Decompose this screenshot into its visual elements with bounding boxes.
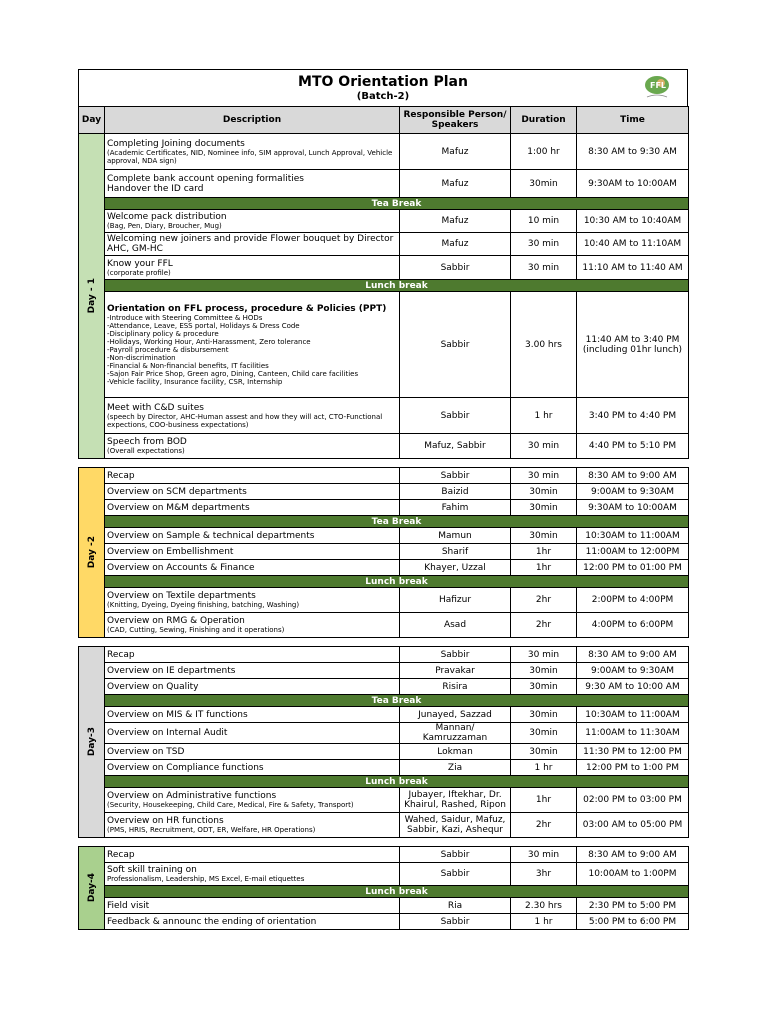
- description-cell: [105, 170, 400, 198]
- description-cell: [105, 647, 400, 663]
- table-row: [79, 898, 689, 914]
- duration-cell: 30 min: [511, 256, 577, 280]
- break-row: [79, 516, 689, 528]
- table-row: [79, 744, 689, 760]
- duration-cell: 1 hr: [511, 398, 577, 434]
- responsible-cell: Junayed, Sazzad: [400, 707, 511, 723]
- time-value: 10:30AM to 11:00AM: [585, 530, 680, 541]
- time-cell: [577, 398, 689, 434]
- description-title: Welcoming new joiners and provide Flower bouquet by Director AHC, GM-HC: [107, 234, 394, 254]
- responsible-cell: Mafuz, Sabbir: [400, 434, 511, 459]
- description-cell: [105, 398, 400, 434]
- description-cell: [105, 707, 400, 723]
- description-detail: (Security, Housekeeping, Child Care, Medical, Fire & Safety, Transport): [107, 801, 354, 809]
- table-row: [79, 292, 689, 398]
- description-title: Overview on Compliance functions: [107, 762, 264, 773]
- description-cell: [105, 813, 400, 838]
- responsible-cell: Asad: [400, 613, 511, 638]
- duration-cell: 2hr: [511, 588, 577, 613]
- description-title: Overview on Embellishment: [107, 546, 234, 557]
- description-detail-line: -Payroll procedure & disbursement: [107, 345, 229, 354]
- responsible-cell: Sabbir: [400, 647, 511, 663]
- break-row: [79, 576, 689, 588]
- description-detail-line: -Disciplinary policy & procedure: [107, 329, 219, 338]
- description-cell: [105, 544, 400, 560]
- responsible-cell: Sabbir: [400, 256, 511, 280]
- description-title: Overview on IE departments: [107, 665, 236, 676]
- table-row: [79, 170, 689, 198]
- break-row: [79, 280, 689, 292]
- section-gap: [79, 838, 689, 847]
- description-title: Meet with C&D suites: [107, 402, 204, 413]
- description-detail: (Academic Certificates, NID, Nominee info, SIM approval, Lunch Approval, Vehicle approval, NDA sign): [107, 148, 393, 165]
- description-detail-line: -Attendance, Leave, ESS portal, Holidays & Dress Code: [107, 321, 300, 330]
- description-detail-line: -Sajon Fair Price Shop, Green agro, Dining, Canteen, Child care facilities: [107, 369, 359, 378]
- break-row: [79, 198, 689, 210]
- description-cell: [105, 468, 400, 484]
- time-cell: [577, 468, 689, 484]
- responsible-cell: Pravakar: [400, 663, 511, 679]
- responsible-cell: Baizid: [400, 484, 511, 500]
- description-cell: [105, 292, 400, 398]
- description-cell: [105, 134, 400, 170]
- duration-cell: 30min: [511, 500, 577, 516]
- document-title: MTO Orientation Plan: [298, 74, 468, 90]
- description-detail-line: -Non-discrimination: [107, 353, 176, 362]
- day-label: Day - 1: [86, 278, 97, 314]
- description-title: Overview on Quality: [107, 681, 199, 692]
- duration-cell: 30min: [511, 663, 577, 679]
- description-cell: [105, 500, 400, 516]
- description-title: Overview on Internal Audit: [107, 728, 228, 738]
- description-cell: [105, 434, 400, 459]
- header-time: Time: [577, 107, 689, 134]
- time-cell: [577, 500, 689, 516]
- responsible-cell: Jubayer, Iftekhar, Dr. Khairul, Rashed, Ripon: [400, 788, 511, 813]
- description-title: Recap: [107, 649, 135, 660]
- time-value: 10:40 AM to 11:10AM: [583, 239, 682, 249]
- responsible-cell: Sabbir: [400, 847, 511, 863]
- time-cell: [577, 723, 689, 744]
- day-label-cell: [79, 847, 105, 930]
- time-value: 4:40 PM to 5:10 PM: [588, 441, 677, 451]
- description-cell: [105, 760, 400, 776]
- time-cell: [577, 210, 689, 233]
- document-subtitle: (Batch-2): [356, 91, 410, 102]
- table-row: [79, 760, 689, 776]
- description-cell: [105, 484, 400, 500]
- description-title: Feedback & announc the ending of orientation: [107, 916, 317, 927]
- time-value: 9:30AM to 10:00AM: [588, 178, 677, 189]
- description-title: Overview on HR functions: [107, 816, 224, 826]
- break-label: Lunch break: [105, 886, 689, 898]
- duration-cell: 1hr: [511, 788, 577, 813]
- time-cell: [577, 898, 689, 914]
- schedule-table: [78, 106, 689, 930]
- responsible-cell: Lokman: [400, 744, 511, 760]
- description-title: Complete bank account opening formalities: [107, 173, 304, 184]
- time-cell: [577, 679, 689, 695]
- break-label: Tea Break: [105, 516, 689, 528]
- description-cell: [105, 663, 400, 679]
- responsible-cell: Mafuz: [400, 210, 511, 233]
- time-cell: [577, 813, 689, 838]
- time-value: 9:30 AM to 10:00 AM: [585, 681, 680, 692]
- duration-cell: 1hr: [511, 560, 577, 576]
- description-cell: [105, 898, 400, 914]
- time-value: 3:40 PM to 4:40 PM: [588, 410, 677, 421]
- table-row: [79, 647, 689, 663]
- description-title: Know your FFL: [107, 258, 173, 269]
- time-cell: [577, 788, 689, 813]
- responsible-cell: Sabbir: [400, 398, 511, 434]
- time-value: 11:00AM to 11:30AM: [585, 728, 680, 738]
- table-row: [79, 434, 689, 459]
- time-cell: [577, 484, 689, 500]
- table-row: [79, 468, 689, 484]
- duration-cell: 30 min: [511, 434, 577, 459]
- responsible-cell: Mannan/ Kamruzzaman: [400, 723, 511, 744]
- description-detail: (CAD, Cutting, Sewing, Finishing and it operations): [107, 626, 285, 634]
- description-title: Overview on RMG & Operation: [107, 616, 245, 626]
- time-value: 10:00AM to 1:00PM: [588, 869, 677, 879]
- description-cell: [105, 560, 400, 576]
- table-row: [79, 707, 689, 723]
- description-title: Orientation on FFL process, procedure & Policies (PPT): [107, 303, 387, 314]
- time-cell: [577, 170, 689, 198]
- day-label: Day-3: [86, 727, 97, 757]
- section-gap: [79, 638, 689, 647]
- table-row: [79, 544, 689, 560]
- time-value: 2:00PM to 4:00PM: [591, 595, 674, 605]
- day-label-cell: [79, 647, 105, 838]
- time-value: 02:00 PM to 03:00 PM: [583, 795, 682, 805]
- duration-cell: 1:00 hr: [511, 134, 577, 170]
- responsible-cell: Hafizur: [400, 588, 511, 613]
- description-title: Overview on SCM departments: [107, 486, 247, 497]
- table-row: [79, 210, 689, 233]
- duration-cell: 2.30 hrs: [511, 898, 577, 914]
- table-row: [79, 560, 689, 576]
- time-cell: [577, 744, 689, 760]
- time-cell: [577, 613, 689, 638]
- header-duration: Duration: [511, 107, 577, 134]
- responsible-cell: Zia: [400, 760, 511, 776]
- responsible-cell: Sabbir: [400, 863, 511, 886]
- responsible-cell: Mafuz: [400, 233, 511, 256]
- break-label: Lunch break: [105, 280, 689, 292]
- duration-cell: 1 hr: [511, 914, 577, 930]
- day-label-cell: [79, 134, 105, 459]
- table-row: [79, 134, 689, 170]
- description-title: Overview on M&M departments: [107, 502, 250, 513]
- description-detail: (Overall expectations): [107, 447, 185, 455]
- description-title: Overview on Administrative functions: [107, 791, 277, 801]
- break-label: Tea Break: [105, 198, 689, 210]
- time-cell: [577, 914, 689, 930]
- description-title: Speech from BOD: [107, 437, 187, 447]
- duration-cell: 2hr: [511, 613, 577, 638]
- time-cell: [577, 256, 689, 280]
- duration-cell: 30min: [511, 170, 577, 198]
- time-cell: [577, 760, 689, 776]
- break-label: Lunch break: [105, 576, 689, 588]
- break-label: Tea Break: [105, 695, 689, 707]
- time-cell: [577, 544, 689, 560]
- table-row: [79, 528, 689, 544]
- description-detail: (speech by Director, AHC-Human assest and how they will act, CTO-Functional expections, COO-business expectations): [107, 412, 383, 429]
- time-cell: [577, 863, 689, 886]
- time-value: 10:30 AM to 10:40AM: [583, 216, 682, 226]
- description-cell: [105, 914, 400, 930]
- time-value: 2:30 PM to 5:00 PM: [588, 900, 677, 911]
- responsible-cell: Ria: [400, 898, 511, 914]
- duration-cell: 3.00 hrs: [511, 292, 577, 398]
- time-value: 11:00AM to 12:00PM: [585, 546, 680, 557]
- header-description: Description: [105, 107, 400, 134]
- break-row: [79, 776, 689, 788]
- responsible-cell: Sabbir: [400, 468, 511, 484]
- description-title: Recap: [107, 470, 135, 481]
- duration-cell: 30min: [511, 744, 577, 760]
- description-cell: [105, 679, 400, 695]
- time-cell: [577, 707, 689, 723]
- header-day: Day: [79, 107, 105, 134]
- duration-cell: 1hr: [511, 544, 577, 560]
- duration-cell: 30min: [511, 707, 577, 723]
- description-cell: [105, 863, 400, 886]
- duration-cell: 2hr: [511, 813, 577, 838]
- duration-cell: 1 hr: [511, 760, 577, 776]
- duration-cell: 30min: [511, 484, 577, 500]
- responsible-cell: Sabbir: [400, 292, 511, 398]
- description-cell: [105, 613, 400, 638]
- responsible-cell: Wahed, Saidur, Mafuz, Sabbir, Kazi, Ashequr: [400, 813, 511, 838]
- time-value: 11:10 AM to 11:40 AM: [582, 262, 683, 273]
- description-detail: (corporate profile): [107, 268, 171, 277]
- table-row: [79, 788, 689, 813]
- description-title: Field visit: [107, 900, 150, 911]
- break-row: [79, 695, 689, 707]
- time-cell: [577, 663, 689, 679]
- duration-cell: 3hr: [511, 863, 577, 886]
- description-title: Recap: [107, 849, 135, 860]
- table-row: [79, 588, 689, 613]
- time-value: 12:00 PM to 01:00 PM: [583, 562, 682, 573]
- orientation-plan-sheet: [78, 69, 688, 930]
- table-row: [79, 914, 689, 930]
- responsible-cell: Mamun: [400, 528, 511, 544]
- duration-cell: 30min: [511, 679, 577, 695]
- duration-cell: 30 min: [511, 847, 577, 863]
- description-cell: [105, 744, 400, 760]
- table-row: [79, 723, 689, 744]
- responsible-cell: Mafuz: [400, 170, 511, 198]
- table-row: [79, 847, 689, 863]
- duration-cell: 30 min: [511, 647, 577, 663]
- description-cell: [105, 256, 400, 280]
- svg-text:FFL: FFL: [650, 81, 667, 90]
- time-value: 10:30AM to 11:00AM: [585, 709, 680, 720]
- header-responsible: Responsible Person/ Speakers: [400, 107, 511, 134]
- table-row: [79, 233, 689, 256]
- description-detail: (Knitting, Dyeing, Dyeing finishing, batching, Washing): [107, 601, 300, 609]
- time-cell: [577, 233, 689, 256]
- time-cell: [577, 434, 689, 459]
- table-row: [79, 663, 689, 679]
- description-detail-line: -Financial & Non-financial benefits, IT facilities: [107, 361, 269, 370]
- description-detail: Professionalism, Leadership, MS Excel, E-mail etiquettes: [107, 875, 305, 883]
- time-value: 5:00 PM to 6:00 PM: [588, 916, 677, 927]
- table-row: [79, 679, 689, 695]
- section-gap: [79, 459, 689, 468]
- table-row: [79, 863, 689, 886]
- responsible-cell: Risira: [400, 679, 511, 695]
- table-row: [79, 500, 689, 516]
- description-title: Overview on Sample & technical departments: [107, 530, 315, 541]
- responsible-cell: Fahim: [400, 500, 511, 516]
- description-detail-line: -Introduce with Steering Committee & HODs: [107, 313, 263, 322]
- time-cell: [577, 647, 689, 663]
- table-row: [79, 484, 689, 500]
- time-cell: [577, 528, 689, 544]
- description-detail-line: -Holidays, Working Hour, Anti-Harassment, Zero tolerance: [107, 337, 311, 346]
- day-label-cell: [79, 468, 105, 638]
- time-value: 03:00 AM to 05:00 PM: [582, 820, 683, 830]
- time-value: 8:30 AM to 9:30 AM: [588, 146, 677, 157]
- break-row: [79, 886, 689, 898]
- duration-cell: 30min: [511, 528, 577, 544]
- description-cell: [105, 847, 400, 863]
- responsible-cell: Khayer, Uzzal: [400, 560, 511, 576]
- responsible-cell: Sabbir: [400, 914, 511, 930]
- responsible-cell: Sharif: [400, 544, 511, 560]
- time-value: 12:00 PM to 1:00 PM: [585, 762, 679, 773]
- description-cell: [105, 233, 400, 256]
- duration-cell: 30 min: [511, 233, 577, 256]
- time-value: 9:00AM to 9:30AM: [590, 486, 675, 497]
- responsible-cell: Mafuz: [400, 134, 511, 170]
- time-cell: [577, 134, 689, 170]
- time-cell: [577, 292, 689, 398]
- time-cell: [577, 560, 689, 576]
- time-value: 11:40 AM to 3:40 PM: [585, 334, 680, 345]
- description-extra: Handover the ID card: [107, 183, 204, 194]
- duration-cell: 30 min: [511, 468, 577, 484]
- time-cell: [577, 847, 689, 863]
- description-title: Welcome pack distribution: [107, 212, 227, 222]
- table-row: [79, 613, 689, 638]
- description-detail: (Bag, Pen, Diary, Broucher, Mug): [107, 222, 222, 230]
- table-row: [79, 256, 689, 280]
- header-row: [79, 107, 689, 134]
- description-cell: [105, 723, 400, 744]
- description-cell: [105, 588, 400, 613]
- table-row: [79, 398, 689, 434]
- description-title: Overview on Accounts & Finance: [107, 562, 255, 573]
- description-detail-line: -Vehicle facility, Insurance facility, CSR, Internship: [107, 377, 283, 386]
- company-logo-icon: [641, 74, 673, 100]
- time-value: 8:30 AM to 9:00 AM: [588, 470, 677, 481]
- day-label: Day-4: [86, 873, 97, 903]
- time-value: 8:30 AM to 9:00 AM: [588, 649, 677, 660]
- table-row: [79, 813, 689, 838]
- description-title: Completing Joining documents: [107, 138, 245, 149]
- time-value: 11:30 PM to 12:00 PM: [583, 746, 682, 757]
- duration-cell: 30min: [511, 723, 577, 744]
- time-value: 8:30 AM to 9:00 AM: [588, 849, 677, 860]
- break-label: Lunch break: [105, 776, 689, 788]
- description-cell: [105, 788, 400, 813]
- time-value: 9:30AM to 10:00AM: [588, 502, 677, 513]
- description-title: Overview on Textile departments: [107, 591, 256, 601]
- description-title: Overview on MIS & IT functions: [107, 709, 248, 720]
- description-detail: (PMS, HRIS, Recruitment, ODT, ER, Welfare, HR Operations): [107, 826, 316, 834]
- description-title: Soft skill training on: [107, 865, 197, 875]
- description-cell: [105, 210, 400, 233]
- title-block: [78, 69, 688, 106]
- time-value: 4:00PM to 6:00PM: [591, 620, 674, 630]
- description-cell: [105, 528, 400, 544]
- time-value: 9:00AM to 9:30AM: [590, 665, 675, 676]
- time-cell: [577, 588, 689, 613]
- time-note: (including 01hr lunch): [582, 344, 683, 355]
- day-label: Day -2: [86, 536, 97, 569]
- duration-cell: 10 min: [511, 210, 577, 233]
- description-title: Overview on TSD: [107, 746, 185, 757]
